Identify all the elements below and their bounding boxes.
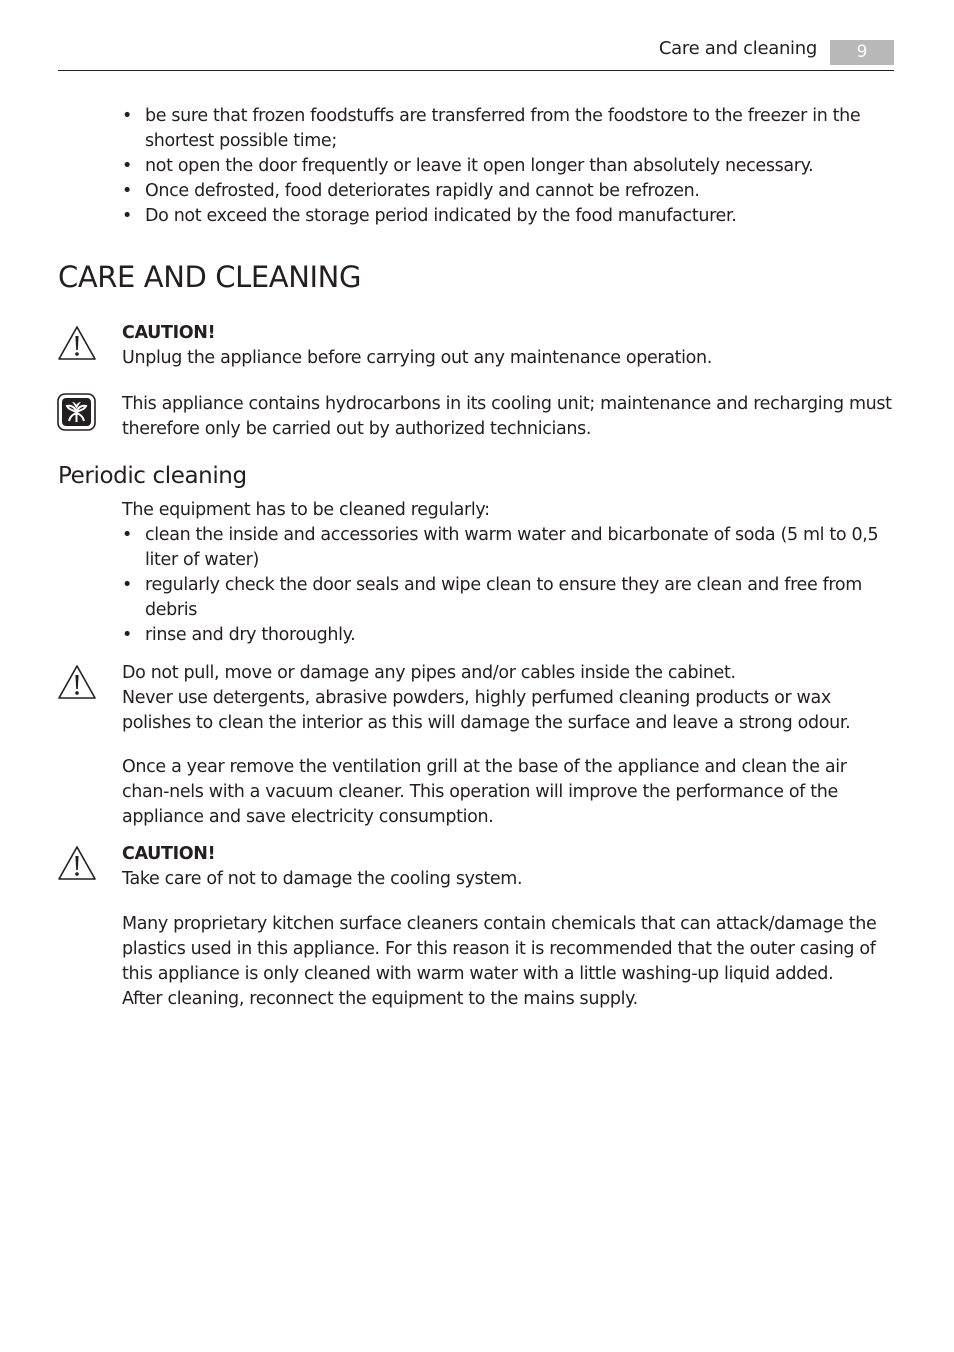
caution-label: CAUTION! [122, 323, 216, 343]
caution-text: Take care of not to damage the cooling system. [122, 869, 523, 889]
caution-text: Unplug the appliance before carrying out any maintenance operation. [122, 348, 712, 368]
periodic-intro: The equipment has to be cleaned regularly: [122, 500, 490, 520]
environment-note: This appliance contains hydrocarbons in its cooling unit; maintenance and recharging must therefore only be carried out by authorized technicians. [122, 394, 892, 439]
warning-triangle-icon [57, 845, 97, 881]
list-item: • regularly check the door seals and wipe clean to ensure they are clean and free from debris [122, 575, 862, 620]
list-item: • Do not exceed the storage period indicated by the food manufacturer. [122, 206, 737, 226]
warning-block-2 [122, 661, 897, 736]
intro-list [122, 104, 897, 229]
list-item-text: clean the inside and accessories with warm water and bicarbonate of soda (5 ml to 0,5 liter of water) [145, 525, 879, 570]
subsection-title: Periodic cleaning [58, 463, 247, 489]
cleaners-text: Many proprietary kitchen surface cleaners contain chemicals that can attack/damage the plastics used in this appliance. For this reason it is recommended that the outer casing of this appliance is only cleaned with warm water with a little washing-up liquid added. [122, 914, 877, 984]
environment-leaf-icon [57, 393, 96, 431]
header-divider [58, 70, 894, 71]
warning-triangle-icon [57, 325, 97, 361]
warning-line-1: Do not pull, move or damage any pipes and/or cables inside the cabinet. [122, 663, 736, 683]
list-item: • rinse and dry thoroughly. [122, 625, 356, 645]
cleaners-paragraph [122, 912, 897, 1012]
list-item-text: be sure that frozen foodstuffs are transferred from the foodstore to the freezer in the shortest possible time; [145, 106, 861, 151]
list-item: • not open the door frequently or leave it open longer than absolutely necessary. [122, 156, 814, 176]
ventilation-paragraph: Once a year remove the ventilation grill at the base of the appliance and clean the air chan-nels with a vacuum cleaner. This operation will improve the performance of the appliance and save electricity consumption. [122, 757, 847, 827]
warning-triangle-icon [57, 664, 97, 700]
list-item-text: not open the door frequently or leave it open longer than absolutely necessary. [145, 156, 814, 176]
page-number: 9 [830, 40, 894, 65]
header-section-title: Care and cleaning [658, 38, 817, 59]
warning-line-2: Never use detergents, abrasive powders, highly perfumed cleaning products or wax polishes to clean the interior as this will damage the surface and leave a strong odour. [122, 688, 851, 733]
list-item-text: regularly check the door seals and wipe clean to ensure they are clean and free from debris [145, 575, 862, 620]
caution-block-1 [122, 321, 897, 371]
caution-label: CAUTION! [122, 844, 216, 864]
section-title: CARE AND CLEANING [58, 260, 362, 294]
list-item-text: Once defrosted, food deteriorates rapidly and cannot be refrozen. [145, 181, 700, 201]
list-item-text: Do not exceed the storage period indicated by the food manufacturer. [145, 206, 737, 226]
list-item: • Once defrosted, food deteriorates rapidly and cannot be refrozen. [122, 181, 700, 201]
list-item: • clean the inside and accessories with warm water and bicarbonate of soda (5 ml to 0,5 liter of water) [122, 525, 879, 570]
periodic-list [122, 523, 897, 648]
list-item-text: rinse and dry thoroughly. [145, 625, 356, 645]
list-item: • be sure that frozen foodstuffs are transferred from the foodstore to the freezer in the shortest possible time; [122, 106, 861, 151]
cleaners-after: After cleaning, reconnect the equipment to the mains supply. [122, 989, 638, 1009]
caution-block-2 [122, 842, 897, 892]
